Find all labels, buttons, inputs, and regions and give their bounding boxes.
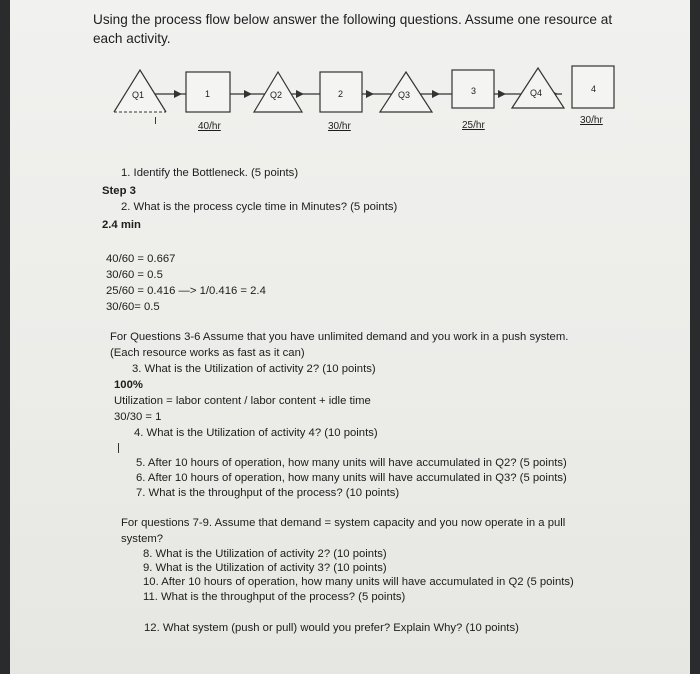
activity-4-rate: 30/hr (580, 115, 603, 126)
question-4: 4. What is the Utilization of activity 4? (10 points) (134, 427, 378, 439)
question-2: 2. What is the process cycle time in Minutes? (5 points) (121, 201, 398, 213)
activity-4-label: 4 (591, 84, 597, 94)
activity-2-label: 2 (338, 89, 344, 99)
intro-text: Using the process flow below answer the following questions. Assume one resource at each activity. (93, 12, 613, 46)
activity-2-rate: 30/hr (328, 121, 351, 132)
push-intro-line-2: (Each resource works as fast as it can) (110, 347, 305, 359)
question-8: 8. What is the Utilization of activity 2? (10 points) (143, 548, 387, 560)
queue-q2-label: Q2 (270, 90, 283, 100)
activity-1-rate: 40/hr (198, 121, 221, 132)
calc-line-3: 25/60 = 0.416 —> 1/0.416 = 2.4 (106, 285, 266, 297)
question-7: 7. What is the throughput of the process? (10 points) (136, 487, 400, 499)
queue-q4-label: Q4 (530, 88, 543, 98)
question-3: 3. What is the Utilization of activity 2? (10 points) (132, 363, 376, 375)
question-11: 11. What is the throughput of the process? (5 points) (143, 591, 406, 603)
question-10: 10. After 10 hours of operation, how many units will have accumulated in Q2 (5 points) (143, 576, 574, 588)
calc-line-1: 40/60 = 0.667 (106, 253, 176, 265)
arrow-4 (366, 90, 374, 98)
question-1: 1. Identify the Bottleneck. (5 points) (121, 167, 299, 179)
answer-3: 100% (114, 379, 143, 391)
arrow-3 (296, 90, 304, 98)
arrow-2 (244, 90, 252, 98)
process-flow-graphic (102, 60, 622, 140)
arrow-5 (432, 90, 440, 98)
answer-1: Step 3 (102, 185, 136, 197)
pull-intro-line-1: For questions 7-9. Assume that demand = system capacity and you now operate in a pull (121, 517, 566, 529)
queue-q1-cursor-mark: I (154, 116, 157, 127)
cursor-mark (118, 443, 119, 453)
answer-3-calc: 30/30 = 1 (114, 411, 162, 423)
question-5: 5. After 10 hours of operation, how many units will have accumulated in Q2? (5 points) (136, 457, 567, 469)
question-9: 9. What is the Utilization of activity 3? (10 points) (143, 562, 387, 574)
queue-q1-label: Q1 (132, 90, 145, 100)
calc-line-4: 30/60= 0.5 (106, 301, 160, 313)
question-12: 12. What system (push or pull) would you prefer? Explain Why? (10 points) (144, 622, 519, 634)
calc-line-2: 30/60 = 0.5 (106, 269, 163, 281)
process-flow-diagram (102, 60, 622, 140)
worksheet-page (10, 0, 690, 674)
answer-3-formula: Utilization = labor content / labor content + idle time (114, 395, 371, 407)
activity-3-rate: 25/hr (462, 120, 485, 131)
arrow-6 (498, 90, 506, 98)
answer-2: 2.4 min (102, 219, 141, 231)
arrow-1 (174, 90, 182, 98)
activity-3-label: 3 (471, 86, 477, 96)
queue-q3-label: Q3 (398, 90, 411, 100)
activity-1-label: 1 (205, 89, 211, 99)
question-6: 6. After 10 hours of operation, how many units will have accumulated in Q3? (5 points) (136, 472, 567, 484)
pull-intro-line-2: system? (121, 533, 164, 545)
push-intro-line-1: For Questions 3-6 Assume that you have unlimited demand and you work in a push system. (110, 331, 569, 343)
